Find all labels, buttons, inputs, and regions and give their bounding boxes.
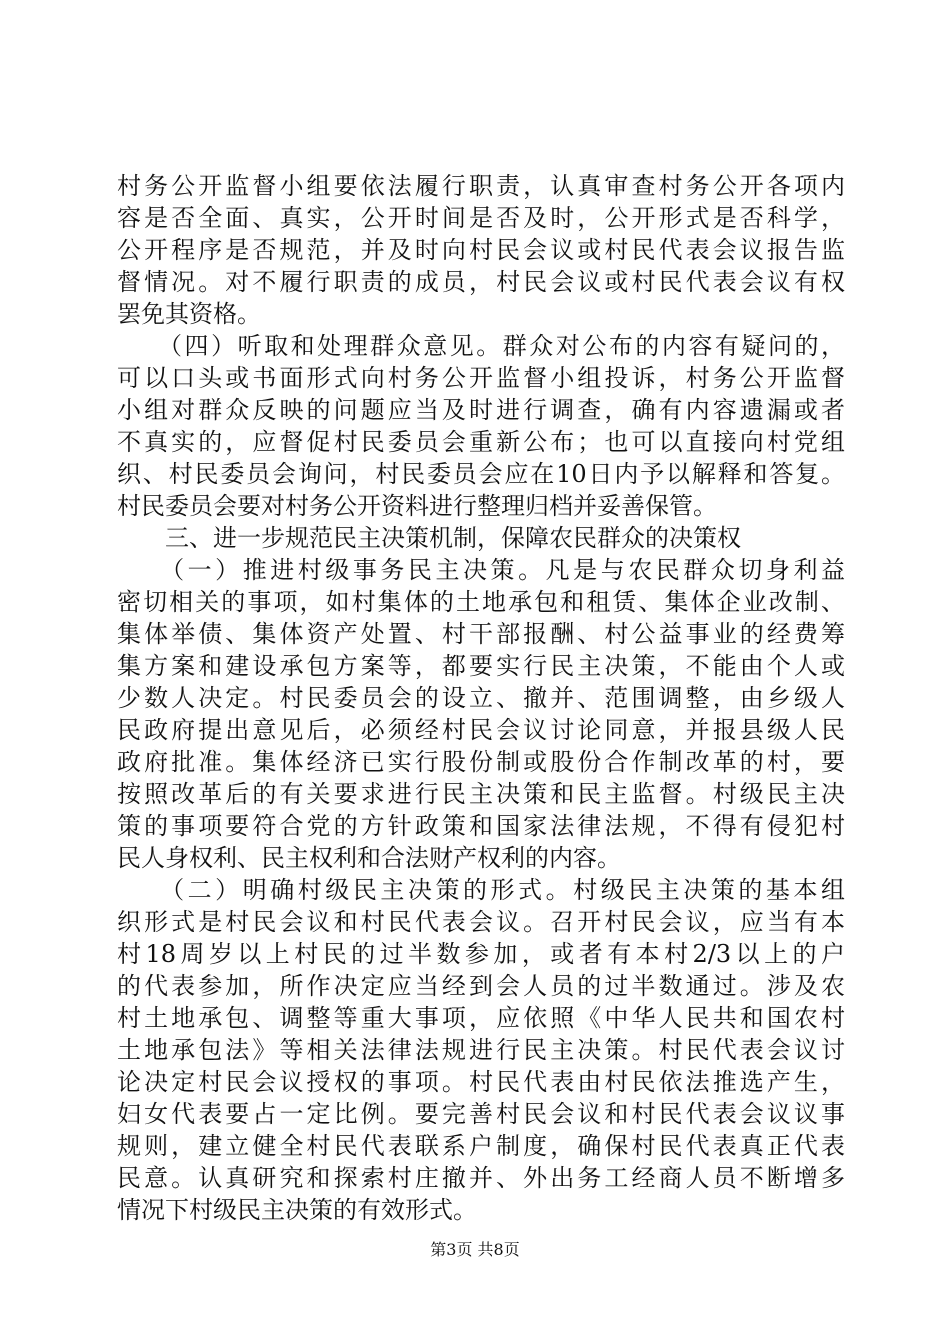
text-line: 情况下村级民主决策的有效形式。 [117, 1196, 477, 1224]
text-line: （四）听取和处理群众意见。群众对公布的内容有疑问的， [117, 332, 845, 360]
text-line: 公开程序是否规范，并及时向村民会议或村民代表会议报告监 [117, 236, 845, 264]
text-line: 集方案和建设承包方案等，都要实行民主决策，不能由个人或 [117, 652, 845, 680]
text-line: 村务公开监督小组要依法履行职责，认真审查村务公开各项内 [117, 172, 845, 200]
body-text [117, 170, 845, 1226]
text-line: 策的事项要符合党的方针政策和国家法律法规，不得有侵犯村 [117, 812, 845, 840]
section-heading: 三、进一步规范民主决策机制，保障农民群众的决策权 [117, 524, 741, 552]
text-line: 容是否全面、真实，公开时间是否及时，公开形式是否科学， [117, 204, 845, 232]
text-line: 督情况。对不履行职责的成员，村民会议或村民代表会议有权 [117, 268, 845, 296]
text-line: （二）明确村级民主决策的形式。村级民主决策的基本组 [117, 876, 845, 904]
text-line: 罢免其资格。 [117, 300, 261, 328]
text-line: 密切相关的事项，如村集体的土地承包和租赁、集体企业改制、 [117, 588, 845, 616]
text-line: 少数人决定。村民委员会的设立、撤并、范围调整，由乡级人 [117, 684, 845, 712]
text-line: 可以口头或书面形式向村务公开监督小组投诉，村务公开监督 [117, 364, 845, 392]
text-line: 政府批准。集体经济已实行股份制或股份合作制改革的村，要 [117, 748, 845, 776]
text-line: 规则，建立健全村民代表联系户制度，确保村民代表真正代表 [117, 1132, 845, 1160]
text-line: 按照改革后的有关要求进行民主决策和民主监督。村级民主决 [117, 780, 845, 808]
text-line: 论决定村民会议授权的事项。村民代表由村民依法推选产生， [117, 1068, 845, 1096]
text-line: 妇女代表要占一定比例。要完善村民会议和村民代表会议议事 [117, 1100, 845, 1128]
text-line: 的代表参加，所作决定应当经到会人员的过半数通过。涉及农 [117, 972, 845, 1000]
text-line: 小组对群众反映的问题应当及时进行调查，确有内容遗漏或者 [117, 396, 845, 424]
text-line: 村土地承包、调整等重大事项，应依照《中华人民共和国农村 [117, 1004, 845, 1032]
text-line: 民意。认真研究和探索村庄撤并、外出务工经商人员不断增多 [117, 1164, 845, 1192]
text-line: 集体举债、集体资产处置、村干部报酬、村公益事业的经费筹 [117, 620, 845, 648]
text-line: 织形式是村民会议和村民代表会议。召开村民会议，应当有本 [117, 908, 845, 936]
text-line: 民人身权利、民主权利和合法财产权利的内容。 [117, 844, 621, 872]
text-line: 织、村民委员会询问，村民委员会应在10日内予以解释和答复。 [117, 460, 845, 488]
text-line: 民政府提出意见后，必须经村民会议讨论同意，并报县级人民 [117, 716, 845, 744]
text-line: （一）推进村级事务民主决策。凡是与农民群众切身利益 [117, 556, 845, 584]
text-line: 不真实的，应督促村民委员会重新公布；也可以直接向村党组 [117, 428, 845, 456]
page-number-footer: 第3页 共8页 [430, 1240, 520, 1259]
text-line: 村18周岁以上村民的过半数参加，或者有本村2/3以上的户 [117, 940, 845, 968]
text-line: 村民委员会要对村务公开资料进行整理归档并妥善保管。 [117, 492, 717, 520]
text-line: 土地承包法》等相关法律法规进行民主决策。村民代表会议讨 [117, 1036, 845, 1064]
